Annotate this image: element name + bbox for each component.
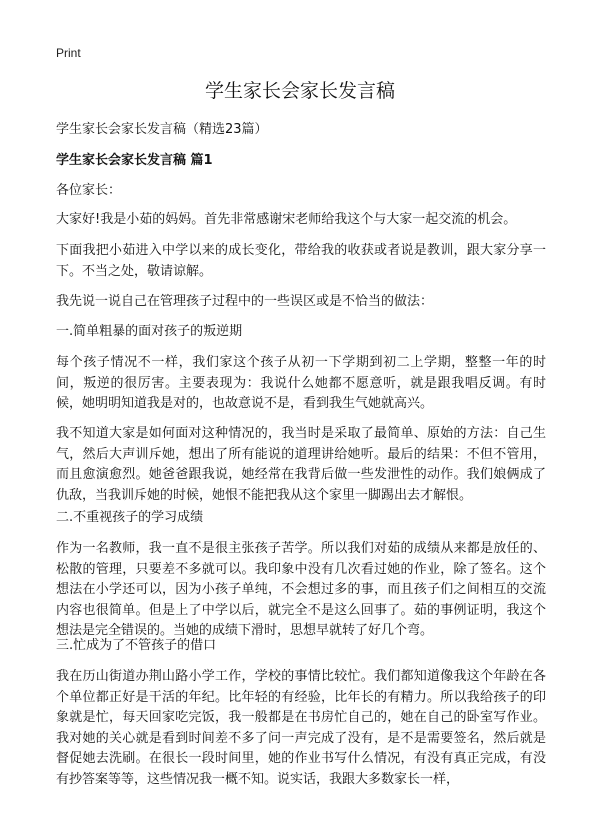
paragraph-grades: 作为一名教师，我一直不是很主张孩子苦学。所以我们对茹的成绩从来都是放任的、松散的管理，只要差不多就可以。我印象中没有几次看过她的作业，除了签名。这个想法在小学还可以，因为小孩子单纯，不会想过多的事，而且孩子们之间相互的交流内容也很简单。但是上了中学以后，就完全不是这么回事了。茹的事例证明，我这个想法是完全错误的。当她的成绩下滑时，思想早就转了好几个弯。 xyxy=(56,541,546,638)
document-subtitle: 学生家长会家长发言稿（精选23篇） xyxy=(56,122,268,137)
paragraph-intro: 大家好!我是小茹的妈妈。首先非常感谢宋老师给我这个与大家一起交流的机会。 xyxy=(56,212,517,227)
paragraph-rebellion: 每个孩子情况不一样，我们家这个孩子从初一下学期到初二上学期，整整一年的时间，叛逆的很厉害。主要表现为：我说什么她都不愿意听，就是跟我唱反调。有时候，她明明知道我是对的，也故意说不是，看到我生气她就高兴。 xyxy=(56,355,546,411)
page-title: 学生家长会家长发言稿 xyxy=(204,80,395,102)
greeting: 各位家长： xyxy=(56,183,122,198)
paragraph-busy: 我在历山街道办荆山路小学工作，学校的事情比较忙。我们都知道像我这个年龄在各个单位都正好是干活的年纪。比年轻的有经验，比年长的有精力。所以我给孩子的印象就是忙，每天回家吃完饭，我一般都是在书房忙自己的，她在自己的卧室写作业。我对她的关心就是看到时间差不多了问一声完成了没有，是不是需要签名，然后就是督促她去洗刷。在很长一段时间里，她的作业书写什么情况，有没有真正完成，有没有抄答案等等，这些情况我一概不知。说实话，我跟大多数家长一样， xyxy=(56,669,546,787)
subheading-busy: 三.忙成为了不管孩子的借口 xyxy=(56,638,217,653)
subheading-rebellion: 一.简单粗暴的面对孩子的叛逆期 xyxy=(56,324,243,339)
paragraph-method: 我不知道大家是如何面对这种情况的，我当时是采取了最简单、原始的方法：自己生气，然后大声训斥她，想出了所有能说的道理讲给她听。最后的结果：不但不管用，而且愈演愈烈。她爸爸跟我说，她经常在我背后做一些发泄性的动作。我们娘俩成了仇敌，当我训斥她的时候，她恨不能把我从这个家里一脚踢出去才解恨。 xyxy=(56,426,546,503)
paragraph-mistakes: 我先说一说自己在管理孩子过程中的一些误区或是不恰当的做法： xyxy=(56,294,434,309)
print-link[interactable]: Print xyxy=(56,46,81,60)
section-heading: 学生家长会家长发言稿 篇1 xyxy=(56,153,213,168)
paragraph-sharing: 下面我把小茹进入中学以来的成长变化，带给我的收获或者说是教训，跟大家分享一下。不当之处，敬请谅解。 xyxy=(56,243,546,279)
subheading-grades: 二.不重视孩子的学习成绩 xyxy=(56,510,204,525)
